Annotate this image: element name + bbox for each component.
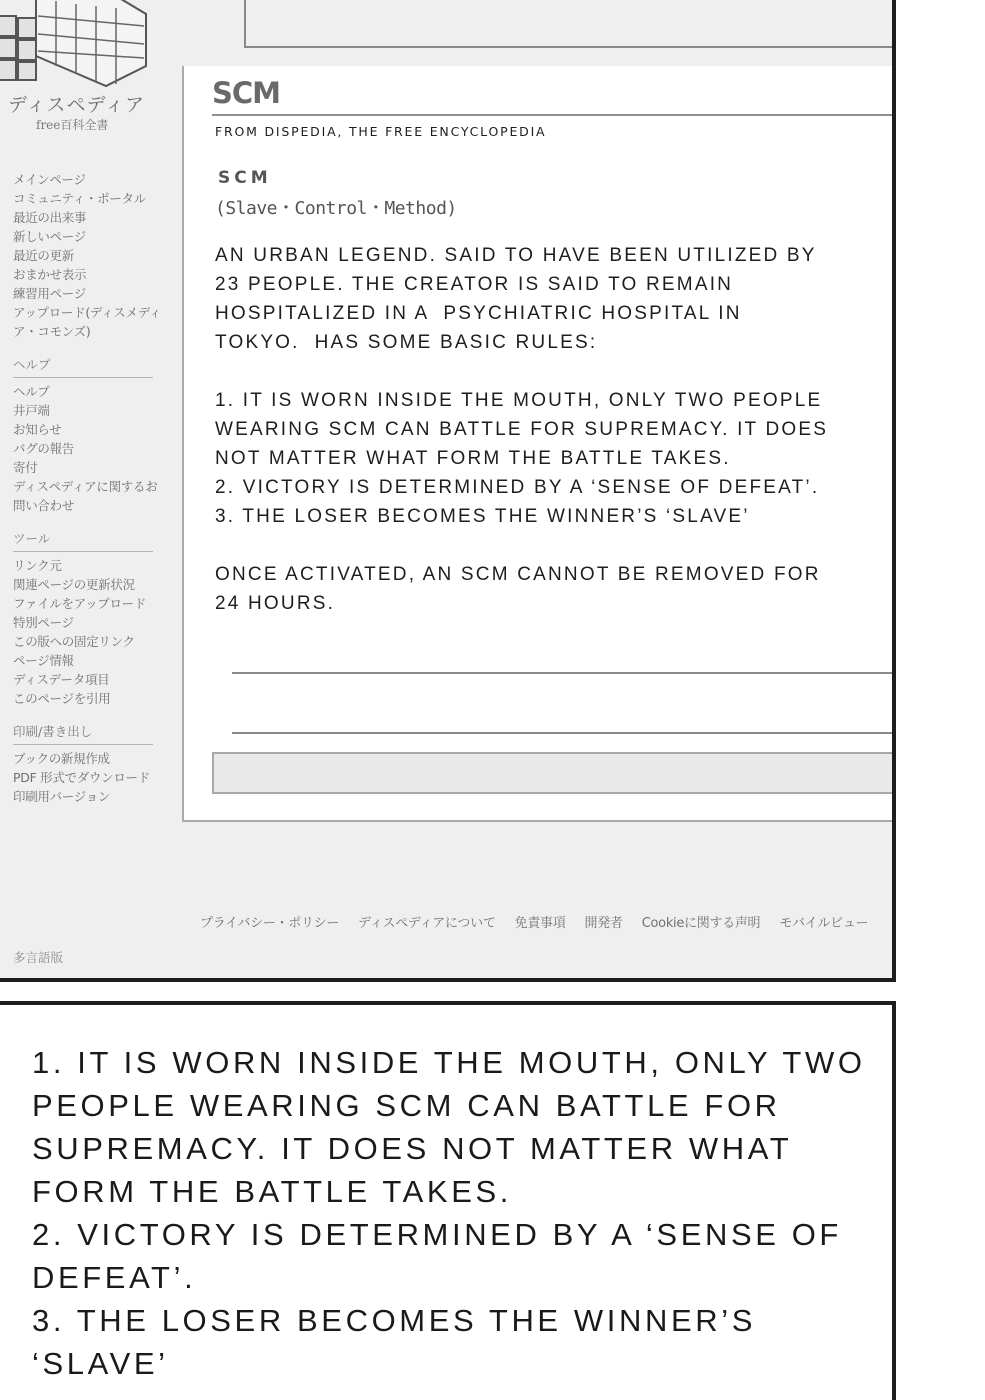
sidebar-print-group xyxy=(13,749,163,806)
article-content xyxy=(182,66,896,822)
sidebar-item-special-pages[interactable]: 特別ページ xyxy=(13,615,74,630)
cube-puzzle-logo-icon xyxy=(0,0,156,88)
footer-link-mobile-view[interactable]: モバイルビュー xyxy=(779,916,869,931)
sidebar-item-page-info[interactable]: ページ情報 xyxy=(13,653,74,668)
article-source-line: FROM DISPEDIA, THE FREE ENCYCLOPEDIA xyxy=(215,124,547,139)
sidebar-item-help[interactable]: ヘルプ xyxy=(13,384,50,399)
sidebar-item-current-events[interactable]: 最近の出来事 xyxy=(13,210,87,225)
footer-links xyxy=(200,912,896,931)
content-divider xyxy=(232,672,896,674)
previous-content-box xyxy=(244,0,896,48)
sidebar-item-related-changes[interactable]: 関連ページの更新状況 xyxy=(13,577,135,592)
sidebar-help-group xyxy=(13,382,163,515)
sidebar-item-recent-changes[interactable]: 最近の更新 xyxy=(13,248,75,263)
article-body: AN URBAN LEGEND. SAID TO HAVE BEEN UTILIZED BY 23 PEOPLE. THE CREATOR IS SAID TO REMAIN HOSPITALIZED IN A PSYCHIATRIC HOSPITAL IN TOKYO. HAS SOME BASIC RULES: 1. IT IS WORN INSIDE THE MOUTH, ONLY TWO PEOPLE WEARING SCM CAN BATTLE FOR SUPREMACY. IT DOES NOT MATTER WHAT FORM THE BATTLE TAKES. 2. VICTORY IS DETERMINED BY A ‘SENSE OF DEFEAT’. 3. THE LOSER BECOMES THE WINNER’S ‘SLAVE’ ONCE ACTIVATED, AN SCM CANNOT BE REMOVED FOR 24 HOURS. xyxy=(215,245,829,614)
sidebar-heading-help: ヘルプ xyxy=(13,355,153,378)
sidebar-tools-group xyxy=(13,556,163,708)
sidebar-item-download-pdf[interactable]: PDF 形式でダウンロード xyxy=(13,770,150,785)
sidebar-item-village-pump[interactable]: 井戸端 xyxy=(13,403,50,418)
sidebar-item-sandbox[interactable]: 練習用ページ xyxy=(13,286,86,301)
sidebar-item-announcements[interactable]: お知らせ xyxy=(13,422,62,437)
title-divider xyxy=(212,114,896,116)
sidebar-item-main-page[interactable]: メインページ xyxy=(13,172,86,187)
caption-text: 1. IT IS WORN INSIDE THE MOUTH, ONLY TWO PEOPLE WEARING SCM CAN BATTLE FOR SUPREMACY. IT DOES NOT MATTER WHAT FORM THE BATTLE TAKES. 2. VICTORY IS DETERMINED BY A ‘SENSE OF DEFEAT’. 3. THE LOSER BECOMES THE WINNER’S ‘SLAVE’ xyxy=(32,1045,866,1381)
sidebar-item-upload-file[interactable]: ファイルをアップロード xyxy=(13,596,147,611)
site-subtitle: free百科全書 xyxy=(36,118,109,132)
caption-panel xyxy=(0,1001,896,1400)
sidebar-item-permanent-link[interactable]: この版への固定リンク xyxy=(13,634,135,649)
footer-link-disclaimer[interactable]: 免責事項 xyxy=(514,916,566,931)
sidebar-heading-languages: 多言語版 xyxy=(13,950,64,965)
sidebar-item-cite-page[interactable]: このページを引用 xyxy=(13,691,111,706)
page-title: SCM xyxy=(212,76,281,110)
sidebar-item-upload-commons[interactable]: アップロード(ディスメディア・コモンズ) xyxy=(13,305,162,339)
sidebar-item-data-item[interactable]: ディスデータ項目 xyxy=(13,672,110,687)
sidebar-heading-tools: ツール xyxy=(13,529,153,552)
sidebar-item-what-links-here[interactable]: リンク元 xyxy=(13,558,62,573)
sidebar xyxy=(13,170,163,806)
sidebar-item-printable-version[interactable]: 印刷用バージョン xyxy=(13,789,111,804)
sidebar-item-create-book[interactable]: ブックの新規作成 xyxy=(13,751,110,766)
footer-link-cookie-statement[interactable]: Cookieに関する声明 xyxy=(641,916,761,931)
article-term-expansion: (Slave・Control・Method) xyxy=(215,198,457,219)
site-name: ディスペディア xyxy=(8,94,145,116)
sidebar-nav-group xyxy=(13,170,163,341)
sidebar-item-bug-report[interactable]: バグの報告 xyxy=(13,441,75,456)
sidebar-item-contact[interactable]: ディスペディアに関するお問い合わせ xyxy=(13,479,158,513)
sidebar-heading-print: 印刷/書き出し xyxy=(13,722,153,745)
sidebar-item-community-portal[interactable]: コミュニティ・ポータル xyxy=(13,191,146,206)
footer-link-developers[interactable]: 開発者 xyxy=(584,916,623,931)
sidebar-item-donate[interactable]: 寄付 xyxy=(13,460,38,475)
article-term: SCM xyxy=(218,168,272,188)
sidebar-item-random-page[interactable]: おまかせ表示 xyxy=(13,267,87,282)
sidebar-item-new-pages[interactable]: 新しいページ xyxy=(13,229,86,244)
footer-link-about[interactable]: ディスペディアについて xyxy=(358,916,496,931)
content-divider xyxy=(232,732,896,734)
bottom-input-box[interactable] xyxy=(212,752,896,794)
footer-link-privacy[interactable]: プライバシー・ポリシー xyxy=(200,916,340,931)
